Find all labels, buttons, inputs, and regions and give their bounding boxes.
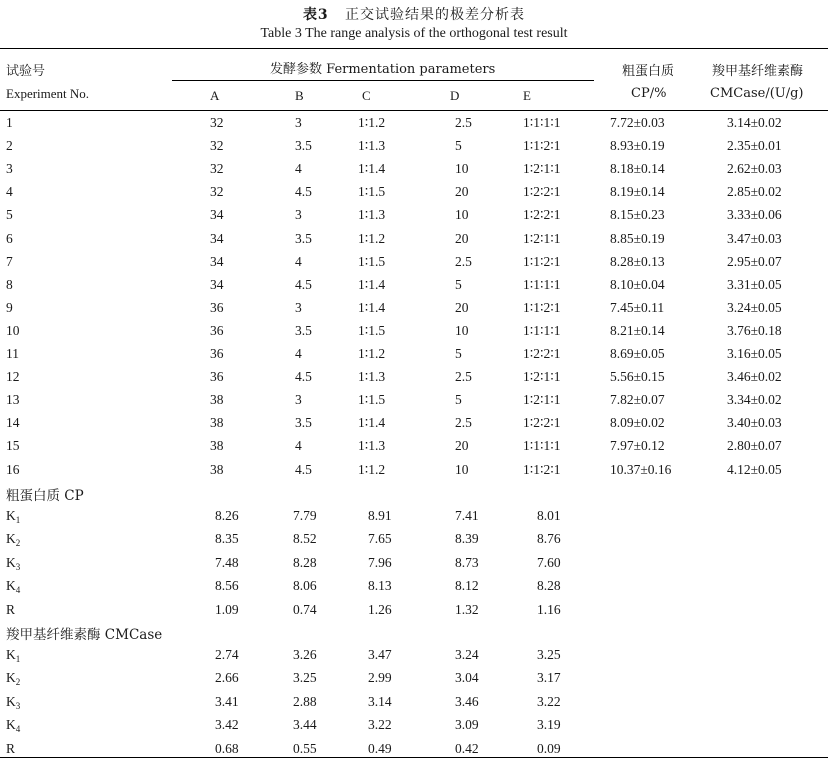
row-11-factor-d: 5 bbox=[455, 346, 462, 361]
cmcase-row-4-col-4: 3.09 bbox=[455, 717, 479, 732]
cmcase-row-5-label: R bbox=[6, 741, 16, 756]
row-12-factor-d: 2.5 bbox=[455, 369, 472, 384]
cp-row-3-col-4: 8.73 bbox=[455, 555, 479, 570]
header-experiment-cn: 试验号 bbox=[6, 64, 46, 79]
cp-row-1-label: $K_1$ bbox=[6, 508, 21, 525]
row-9-factor-d: 20 bbox=[455, 300, 469, 315]
row-2-experiment-no: 2 bbox=[6, 138, 13, 153]
header-cmcase-cn: 羧甲基纤维素酶 bbox=[712, 64, 804, 79]
cp-row-2-col-4: 8.39 bbox=[455, 531, 479, 546]
bottom-rule bbox=[0, 757, 828, 758]
row-12-cmcase-value: 3.46±0.02 bbox=[727, 369, 782, 384]
row-14-cp-value: 8.09±0.02 bbox=[610, 415, 665, 430]
row-8-experiment-no: 8 bbox=[6, 277, 13, 292]
row-10-cp-value: 8.21±0.14 bbox=[610, 323, 665, 338]
cmcase-row-1-col-4: 3.24 bbox=[455, 647, 479, 662]
cmcase-row-1-col-2: 3.26 bbox=[293, 647, 317, 662]
row-12-factor-b: 4.5 bbox=[295, 369, 312, 384]
cmcase-row-2-label: $K_2$ bbox=[6, 670, 21, 687]
row-16-factor-a: 38 bbox=[210, 462, 224, 477]
row-1-factor-d: 2.5 bbox=[455, 115, 472, 130]
header-bottom-rule bbox=[0, 110, 828, 111]
cmcase-row-2-col-3: 2.99 bbox=[368, 670, 392, 685]
cmcase-row-2-subscript: 2 bbox=[15, 677, 21, 687]
row-1-factor-a: 32 bbox=[210, 115, 224, 130]
header-factor-b: B bbox=[295, 88, 304, 103]
cmcase-row-2-col-5: 3.17 bbox=[537, 670, 561, 685]
row-2-factor-d: 5 bbox=[455, 138, 462, 153]
cp-row-2-subscript: 2 bbox=[15, 538, 21, 548]
cmcase-row-3-col-2: 2.88 bbox=[293, 694, 317, 709]
row-8-factor-a: 34 bbox=[210, 277, 224, 292]
table-title-cn: 正交试验结果的极差分析表 bbox=[345, 7, 526, 23]
cmcase-row-4-col-2: 3.44 bbox=[293, 717, 317, 732]
row-9-factor-a: 36 bbox=[210, 300, 224, 315]
cmcase-row-2-col-2: 3.25 bbox=[293, 670, 317, 685]
row-3-factor-e: 1∶2∶1∶1 bbox=[523, 161, 561, 176]
row-4-experiment-no: 4 bbox=[6, 184, 13, 199]
header-experiment-en: Experiment No. bbox=[6, 86, 90, 101]
cp-row-3-col-5: 7.60 bbox=[537, 555, 561, 570]
row-2-factor-e: 1∶1∶2∶1 bbox=[523, 138, 561, 153]
row-10-experiment-no: 10 bbox=[6, 323, 20, 338]
row-4-factor-d: 20 bbox=[455, 184, 469, 199]
cmcase-row-3-label: $K_3$ bbox=[6, 694, 21, 711]
row-9-factor-e: 1∶1∶2∶1 bbox=[523, 300, 561, 315]
row-12-cp-value: 5.56±0.15 bbox=[610, 369, 665, 384]
row-8-factor-d: 5 bbox=[455, 277, 462, 292]
row-11-cp-value: 8.69±0.05 bbox=[610, 346, 665, 361]
row-16-cp-value: 10.37±0.16 bbox=[610, 462, 672, 477]
cp-row-1-col-2: 7.79 bbox=[293, 508, 317, 523]
row-7-factor-e: 1∶1∶2∶1 bbox=[523, 254, 561, 269]
row-14-factor-e: 1∶2∶2∶1 bbox=[523, 415, 561, 430]
row-10-cmcase-value: 3.76±0.18 bbox=[727, 323, 782, 338]
row-1-cp-value: 7.72±0.03 bbox=[610, 115, 665, 130]
row-11-factor-e: 1∶2∶2∶1 bbox=[523, 346, 561, 361]
cp-row-1-subscript: 1 bbox=[15, 515, 21, 525]
row-16-factor-c: 1∶1.2 bbox=[358, 462, 386, 477]
row-16-factor-b: 4.5 bbox=[295, 462, 312, 477]
row-10-factor-e: 1∶1∶1∶1 bbox=[523, 323, 561, 338]
row-6-cmcase-value: 3.47±0.03 bbox=[727, 231, 782, 246]
cp-row-3-col-1: 7.48 bbox=[215, 555, 239, 570]
row-11-cmcase-value: 3.16±0.05 bbox=[727, 346, 782, 361]
row-13-factor-d: 5 bbox=[455, 392, 462, 407]
row-2-cmcase-value: 2.35±0.01 bbox=[727, 138, 782, 153]
header-cp-en: CP/% bbox=[631, 86, 667, 101]
cp-row-2-col-5: 8.76 bbox=[537, 531, 561, 546]
row-4-cp-value: 8.19±0.14 bbox=[610, 184, 665, 199]
row-3-factor-c: 1∶1.4 bbox=[358, 161, 386, 176]
row-15-factor-b: 4 bbox=[295, 438, 302, 453]
row-6-factor-d: 20 bbox=[455, 231, 469, 246]
row-9-cp-value: 7.45±0.11 bbox=[610, 300, 665, 315]
row-7-factor-b: 4 bbox=[295, 254, 302, 269]
row-15-factor-a: 38 bbox=[210, 438, 224, 453]
header-factor-a: A bbox=[210, 88, 220, 103]
row-13-factor-c: 1∶1.5 bbox=[358, 392, 386, 407]
cp-row-5-col-3: 1.26 bbox=[368, 602, 392, 617]
row-12-factor-a: 36 bbox=[210, 369, 224, 384]
row-8-cp-value: 8.10±0.04 bbox=[610, 277, 665, 292]
row-5-cp-value: 8.15±0.23 bbox=[610, 207, 665, 222]
row-14-factor-b: 3.5 bbox=[295, 415, 312, 430]
row-13-experiment-no: 13 bbox=[6, 392, 20, 407]
header-fermentation: 发酵参数 Fermentation parameters bbox=[270, 62, 496, 77]
row-3-cmcase-value: 2.62±0.03 bbox=[727, 161, 782, 176]
row-7-factor-d: 2.5 bbox=[455, 254, 472, 269]
row-5-factor-d: 10 bbox=[455, 207, 469, 222]
cmcase-row-1-subscript: 1 bbox=[15, 654, 21, 664]
row-7-cmcase-value: 2.95±0.07 bbox=[727, 254, 782, 269]
cp-row-5-label: R bbox=[6, 602, 16, 617]
row-6-factor-e: 1∶2∶1∶1 bbox=[523, 231, 561, 246]
row-11-factor-a: 36 bbox=[210, 346, 224, 361]
row-7-experiment-no: 7 bbox=[6, 254, 13, 269]
cp-row-1-col-3: 8.91 bbox=[368, 508, 392, 523]
row-1-experiment-no: 1 bbox=[6, 115, 13, 130]
cp-row-2-col-1: 8.35 bbox=[215, 531, 239, 546]
row-5-factor-a: 34 bbox=[210, 207, 224, 222]
cmcase-row-2-col-1: 2.66 bbox=[215, 670, 239, 685]
cmcase-row-5-col-1: 0.68 bbox=[215, 741, 239, 756]
cp-row-3-col-3: 7.96 bbox=[368, 555, 392, 570]
row-11-factor-c: 1∶1.2 bbox=[358, 346, 386, 361]
row-13-cmcase-value: 3.34±0.02 bbox=[727, 392, 782, 407]
cp-row-4-col-4: 8.12 bbox=[455, 578, 479, 593]
row-8-factor-b: 4.5 bbox=[295, 277, 312, 292]
row-13-factor-e: 1∶2∶1∶1 bbox=[523, 392, 561, 407]
cp-row-5-col-5: 1.16 bbox=[537, 602, 561, 617]
row-15-factor-d: 20 bbox=[455, 438, 469, 453]
row-12-factor-c: 1∶1.3 bbox=[358, 369, 386, 384]
top-rule bbox=[0, 48, 828, 49]
row-7-cp-value: 8.28±0.13 bbox=[610, 254, 665, 269]
header-factor-d: D bbox=[450, 88, 460, 103]
cmcase-row-1-col-3: 3.47 bbox=[368, 647, 392, 662]
row-3-cp-value: 8.18±0.14 bbox=[610, 161, 665, 176]
cmcase-row-2-col-4: 3.04 bbox=[455, 670, 479, 685]
row-2-cp-value: 8.93±0.19 bbox=[610, 138, 665, 153]
row-1-cmcase-value: 3.14±0.02 bbox=[727, 115, 782, 130]
header-factor-e: E bbox=[523, 88, 531, 103]
cmcase-row-4-subscript: 4 bbox=[15, 724, 21, 734]
row-1-factor-c: 1∶1.2 bbox=[358, 115, 386, 130]
row-2-factor-c: 1∶1.3 bbox=[358, 138, 386, 153]
row-11-experiment-no: 11 bbox=[6, 346, 19, 361]
row-9-factor-b: 3 bbox=[295, 300, 302, 315]
cp-row-1-col-1: 8.26 bbox=[215, 508, 239, 523]
row-13-cp-value: 7.82±0.07 bbox=[610, 392, 665, 407]
row-15-cp-value: 7.97±0.12 bbox=[610, 438, 665, 453]
cp-row-5-col-1: 1.09 bbox=[215, 602, 239, 617]
row-6-experiment-no: 6 bbox=[6, 231, 13, 246]
row-9-factor-c: 1∶1.4 bbox=[358, 300, 386, 315]
row-14-experiment-no: 14 bbox=[6, 415, 20, 430]
header-subrule bbox=[172, 80, 594, 81]
row-12-experiment-no: 12 bbox=[6, 369, 20, 384]
row-8-cmcase-value: 3.31±0.05 bbox=[727, 277, 782, 292]
cp-row-4-col-3: 8.13 bbox=[368, 578, 392, 593]
row-8-factor-c: 1∶1.4 bbox=[358, 277, 386, 292]
row-16-factor-d: 10 bbox=[455, 462, 469, 477]
row-14-factor-c: 1∶1.4 bbox=[358, 415, 386, 430]
row-9-experiment-no: 9 bbox=[6, 300, 13, 315]
table-number: 表3 bbox=[302, 7, 329, 23]
row-1-factor-b: 3 bbox=[295, 115, 302, 130]
row-16-experiment-no: 16 bbox=[6, 462, 20, 477]
row-15-factor-c: 1∶1.3 bbox=[358, 438, 386, 453]
cp-row-2-col-2: 8.52 bbox=[293, 531, 317, 546]
row-5-factor-c: 1∶1.3 bbox=[358, 207, 386, 222]
row-15-factor-e: 1∶1∶1∶1 bbox=[523, 438, 561, 453]
cmcase-row-1-label: $K_1$ bbox=[6, 647, 21, 664]
cp-row-5-col-4: 1.32 bbox=[455, 602, 479, 617]
cp-section-label: 粗蛋白质 CP bbox=[6, 488, 84, 504]
row-11-factor-b: 4 bbox=[295, 346, 302, 361]
row-3-experiment-no: 3 bbox=[6, 161, 13, 176]
cmcase-row-5-col-4: 0.42 bbox=[455, 741, 479, 756]
table-caption-en: Table 3 The range analysis of the orthogonal test result bbox=[260, 26, 568, 41]
cmcase-row-4-col-1: 3.42 bbox=[215, 717, 239, 732]
header-cp-cn: 粗蛋白质 bbox=[622, 64, 675, 79]
cmcase-row-3-col-4: 3.46 bbox=[455, 694, 479, 709]
row-4-factor-b: 4.5 bbox=[295, 184, 312, 199]
cmcase-row-4-col-3: 3.22 bbox=[368, 717, 392, 732]
row-15-cmcase-value: 2.80±0.07 bbox=[727, 438, 782, 453]
row-6-factor-c: 1∶1.2 bbox=[358, 231, 386, 246]
cp-row-2-label: $K_2$ bbox=[6, 531, 21, 548]
row-10-factor-b: 3.5 bbox=[295, 323, 312, 338]
row-3-factor-a: 32 bbox=[210, 161, 224, 176]
cmcase-row-3-col-3: 3.14 bbox=[368, 694, 392, 709]
cp-row-3-subscript: 3 bbox=[15, 562, 21, 572]
row-5-factor-b: 3 bbox=[295, 207, 302, 222]
cp-row-1-col-4: 7.41 bbox=[455, 508, 479, 523]
row-6-cp-value: 8.85±0.19 bbox=[610, 231, 665, 246]
cp-row-1-col-5: 8.01 bbox=[537, 508, 561, 523]
row-6-factor-b: 3.5 bbox=[295, 231, 312, 246]
row-8-factor-e: 1∶1∶1∶1 bbox=[523, 277, 561, 292]
row-13-factor-b: 3 bbox=[295, 392, 302, 407]
row-5-experiment-no: 5 bbox=[6, 207, 13, 222]
cmcase-row-3-col-1: 3.41 bbox=[215, 694, 239, 709]
row-14-cmcase-value: 3.40±0.03 bbox=[727, 415, 782, 430]
cmcase-row-3-col-5: 3.22 bbox=[537, 694, 561, 709]
cmcase-row-1-col-5: 3.25 bbox=[537, 647, 561, 662]
cmcase-row-5-col-3: 0.49 bbox=[368, 741, 392, 756]
cmcase-row-4-label: $K_4$ bbox=[6, 717, 21, 734]
cp-row-2-col-3: 7.65 bbox=[368, 531, 392, 546]
row-6-factor-a: 34 bbox=[210, 231, 224, 246]
cp-row-4-label: $K_4$ bbox=[6, 578, 21, 595]
cmcase-row-4-col-5: 3.19 bbox=[537, 717, 561, 732]
row-13-factor-a: 38 bbox=[210, 392, 224, 407]
row-14-factor-d: 2.5 bbox=[455, 415, 472, 430]
cp-row-4-col-1: 8.56 bbox=[215, 578, 239, 593]
cp-row-5-col-2: 0.74 bbox=[293, 602, 317, 617]
row-14-factor-a: 38 bbox=[210, 415, 224, 430]
row-10-factor-d: 10 bbox=[455, 323, 469, 338]
cmcase-section-label: 羧甲基纤维素酶 CMCase bbox=[6, 627, 163, 643]
row-7-factor-c: 1∶1.5 bbox=[358, 254, 386, 269]
row-9-cmcase-value: 3.24±0.05 bbox=[727, 300, 782, 315]
cmcase-row-3-subscript: 3 bbox=[15, 701, 21, 711]
row-4-factor-e: 1∶2∶2∶1 bbox=[523, 184, 561, 199]
table-caption-cn bbox=[0, 4, 828, 24]
row-12-factor-e: 1∶2∶1∶1 bbox=[523, 369, 561, 384]
row-16-cmcase-value: 4.12±0.05 bbox=[727, 462, 782, 477]
row-2-factor-b: 3.5 bbox=[295, 138, 312, 153]
row-4-factor-c: 1∶1.5 bbox=[358, 184, 386, 199]
cmcase-row-5-col-2: 0.55 bbox=[293, 741, 317, 756]
cp-row-4-col-2: 8.06 bbox=[293, 578, 317, 593]
cmcase-row-1-col-1: 2.74 bbox=[215, 647, 239, 662]
header-cmcase-en: CMCase/(U/g) bbox=[710, 86, 804, 101]
cp-row-4-col-5: 8.28 bbox=[537, 578, 561, 593]
cp-row-3-col-2: 8.28 bbox=[293, 555, 317, 570]
cp-row-3-label: $K_3$ bbox=[6, 555, 21, 572]
row-10-factor-a: 36 bbox=[210, 323, 224, 338]
row-5-factor-e: 1∶2∶2∶1 bbox=[523, 207, 561, 222]
row-16-factor-e: 1∶1∶2∶1 bbox=[523, 462, 561, 477]
row-1-factor-e: 1∶1∶1∶1 bbox=[523, 115, 561, 130]
cp-row-4-subscript: 4 bbox=[15, 585, 21, 595]
row-3-factor-b: 4 bbox=[295, 161, 302, 176]
cmcase-row-5-col-5: 0.09 bbox=[537, 741, 561, 756]
row-10-factor-c: 1∶1.5 bbox=[358, 323, 386, 338]
row-15-experiment-no: 15 bbox=[6, 438, 20, 453]
row-4-cmcase-value: 2.85±0.02 bbox=[727, 184, 782, 199]
row-3-factor-d: 10 bbox=[455, 161, 469, 176]
row-4-factor-a: 32 bbox=[210, 184, 224, 199]
row-7-factor-a: 34 bbox=[210, 254, 224, 269]
row-2-factor-a: 32 bbox=[210, 138, 224, 153]
row-5-cmcase-value: 3.33±0.06 bbox=[727, 207, 782, 222]
header-factor-c: C bbox=[362, 88, 371, 103]
